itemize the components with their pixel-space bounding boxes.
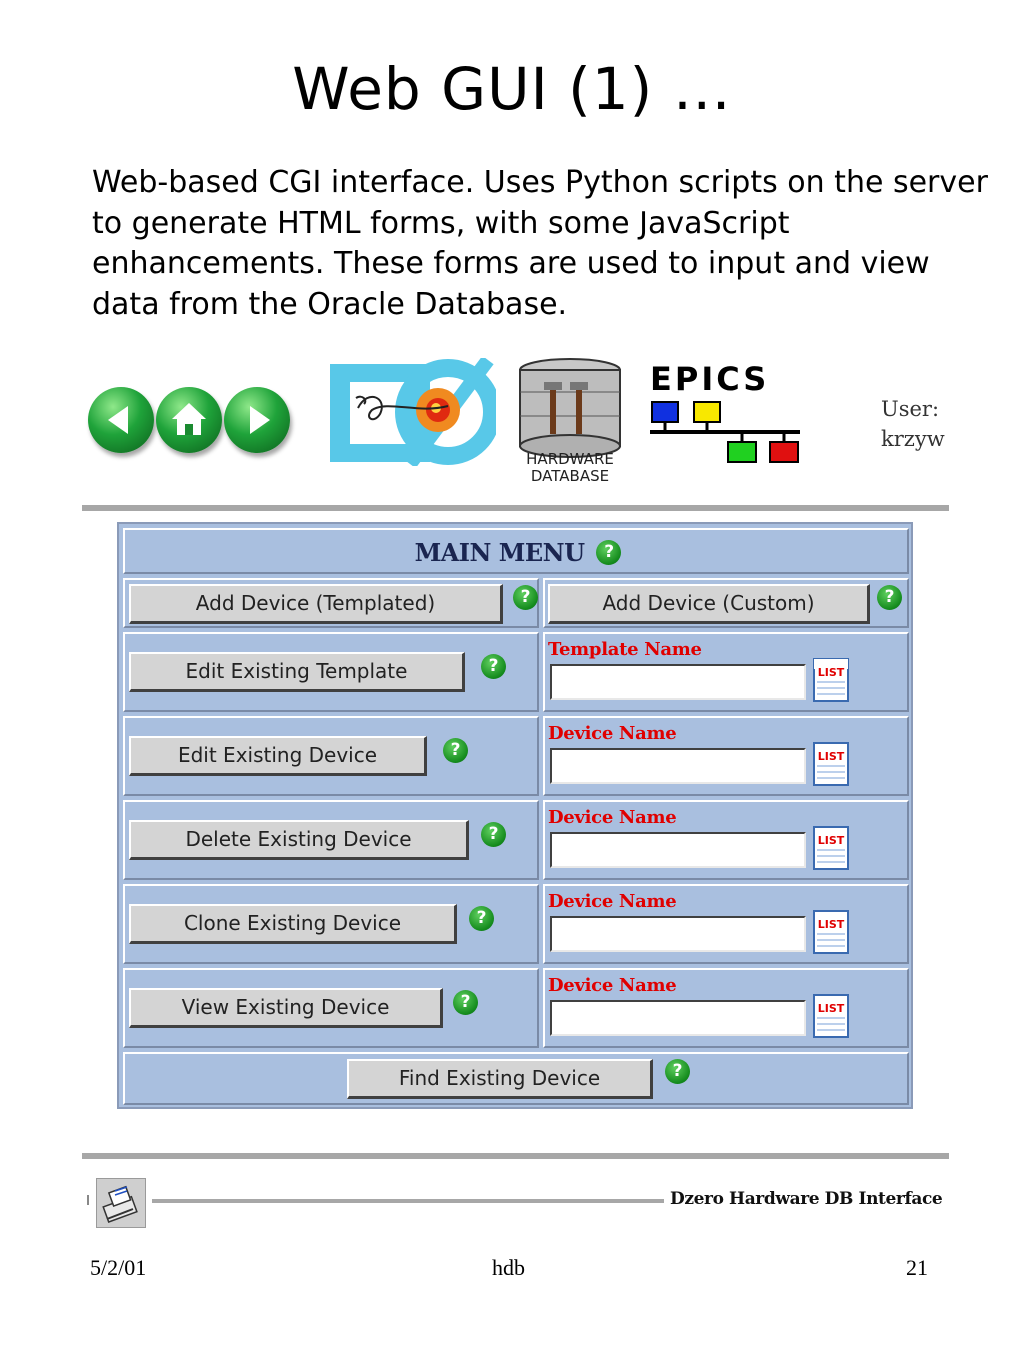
device-name-label: Device Name bbox=[548, 975, 677, 996]
hw-db-line2: DATABASE bbox=[530, 467, 610, 485]
home-button[interactable] bbox=[156, 387, 222, 453]
device-name-label: Device Name bbox=[548, 723, 677, 744]
menu-row-left bbox=[123, 632, 539, 712]
help-icon[interactable]: ? bbox=[453, 990, 478, 1015]
edit-existing-template-button[interactable]: Edit Existing Template bbox=[129, 652, 465, 692]
slide-page-number: 21 bbox=[906, 1255, 928, 1280]
footer-rule bbox=[152, 1199, 664, 1203]
menu-title: MAIN MENU bbox=[414, 538, 585, 567]
forward-arrow-icon bbox=[224, 387, 290, 453]
home-icon bbox=[156, 387, 222, 453]
template-name-label: Template Name bbox=[548, 639, 702, 660]
menu-row-right bbox=[543, 800, 909, 880]
slide-footer-center: hdb bbox=[492, 1255, 525, 1280]
user-label: User: bbox=[881, 397, 940, 421]
help-icon[interactable]: ? bbox=[481, 654, 506, 679]
slide-title: Web GUI (1) … bbox=[292, 55, 732, 123]
menu-row-right bbox=[543, 968, 909, 1048]
list-icon bbox=[813, 994, 849, 1038]
help-icon[interactable]: ? bbox=[513, 585, 538, 610]
device-name-label: Device Name bbox=[548, 807, 677, 828]
hardware-database-logo bbox=[510, 356, 634, 486]
add-device-templated-button[interactable]: Add Device (Templated) bbox=[129, 584, 503, 624]
menu-help-icon[interactable]: ? bbox=[596, 540, 621, 565]
svg-text:LIST: LIST bbox=[817, 750, 845, 763]
clone-existing-device-button[interactable]: Clone Existing Device bbox=[129, 904, 457, 944]
divider-top bbox=[82, 505, 949, 511]
main-menu-panel bbox=[117, 522, 913, 1109]
printer-icon[interactable] bbox=[96, 1178, 146, 1228]
hw-db-line1: HARDWARE bbox=[526, 450, 614, 468]
list-icon bbox=[813, 742, 849, 786]
device-name-input[interactable] bbox=[550, 832, 806, 868]
forward-button[interactable] bbox=[224, 387, 290, 453]
add-custom-cell bbox=[543, 578, 909, 628]
list-button[interactable] bbox=[813, 994, 849, 1038]
list-icon bbox=[813, 910, 849, 954]
menu-row-left bbox=[123, 968, 539, 1048]
list-button[interactable] bbox=[813, 742, 849, 786]
list-icon bbox=[813, 826, 849, 870]
list-button[interactable] bbox=[813, 658, 849, 702]
epics-logo bbox=[648, 362, 808, 466]
help-icon[interactable]: ? bbox=[443, 738, 468, 763]
device-name-input[interactable] bbox=[550, 916, 806, 952]
back-button[interactable] bbox=[88, 387, 154, 453]
find-cell bbox=[123, 1052, 909, 1105]
edit-existing-device-button[interactable]: Edit Existing Device bbox=[129, 736, 427, 776]
list-icon bbox=[813, 658, 849, 702]
view-existing-device-button[interactable]: View Existing Device bbox=[129, 988, 443, 1028]
delete-existing-device-button[interactable]: Delete Existing Device bbox=[129, 820, 469, 860]
svg-text:LIST: LIST bbox=[817, 1002, 845, 1015]
list-button[interactable] bbox=[813, 826, 849, 870]
device-name-label: Device Name bbox=[548, 891, 677, 912]
footer-tick bbox=[87, 1195, 89, 1205]
menu-row-left bbox=[123, 800, 539, 880]
footer-caption: Dzero Hardware DB Interface bbox=[670, 1189, 943, 1209]
find-existing-device-button[interactable]: Find Existing Device bbox=[347, 1059, 653, 1099]
help-icon[interactable]: ? bbox=[877, 585, 902, 610]
svg-text:LIST: LIST bbox=[817, 918, 845, 931]
d0-logo bbox=[328, 358, 496, 466]
slide-body-text: Web-based CGI interface. Uses Python scripts on the server to generate HTML forms, with some JavaScript enhancements. These forms are used to input and view data from the Oracle Database. bbox=[92, 165, 988, 322]
divider-bottom bbox=[82, 1153, 949, 1159]
menu-title-cell bbox=[123, 528, 909, 574]
menu-row-left bbox=[123, 884, 539, 964]
template-name-input[interactable] bbox=[550, 664, 806, 700]
device-name-input[interactable] bbox=[550, 1000, 806, 1036]
menu-row-right bbox=[543, 884, 909, 964]
menu-row-left bbox=[123, 716, 539, 796]
add-templated-cell bbox=[123, 578, 539, 628]
slide-footer-date: 5/2/01 bbox=[90, 1255, 147, 1280]
help-icon[interactable]: ? bbox=[481, 822, 506, 847]
svg-text:LIST: LIST bbox=[817, 834, 845, 847]
help-icon[interactable]: ? bbox=[469, 906, 494, 931]
user-info bbox=[881, 394, 945, 454]
menu-row-right bbox=[543, 632, 909, 712]
back-arrow-icon bbox=[88, 387, 154, 453]
help-icon[interactable]: ? bbox=[665, 1059, 690, 1084]
svg-text:LIST: LIST bbox=[817, 666, 845, 679]
menu-row-right bbox=[543, 716, 909, 796]
list-button[interactable] bbox=[813, 910, 849, 954]
epics-text: EPICS bbox=[650, 362, 770, 398]
user-name: krzyw bbox=[881, 427, 945, 451]
device-name-input[interactable] bbox=[550, 748, 806, 784]
add-device-custom-button[interactable]: Add Device (Custom) bbox=[548, 584, 870, 624]
